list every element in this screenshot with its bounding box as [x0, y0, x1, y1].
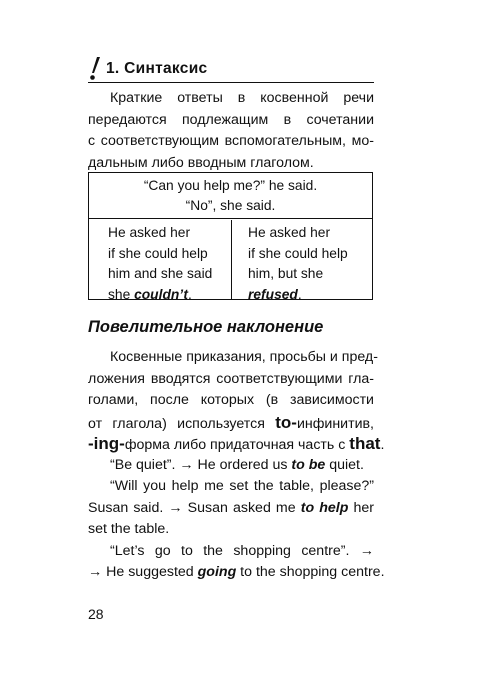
left-line: if she could help [108, 245, 208, 261]
text-fragment: Susan said. → Susan asked me [88, 499, 301, 516]
section-line: Косвенные приказания, просьбы и пред- [110, 349, 378, 365]
right-emphasis: refused [248, 286, 298, 302]
chapter-header [88, 58, 374, 83]
example-direct-speech [89, 173, 372, 219]
left-emphasis: couldn’t [134, 286, 188, 302]
intro-line: передаются подлежащим в сочетании [88, 111, 374, 128]
text-fragment: от глагола) используется [88, 415, 276, 432]
right-line: He asked her [248, 225, 331, 240]
example-right-column [232, 220, 373, 300]
right-line: him, but she [248, 266, 324, 281]
right-last-suffix: . [297, 286, 302, 302]
right-line: if she could help [248, 245, 348, 261]
text-fragment: quiet. [325, 456, 364, 473]
section-paragraph [88, 347, 385, 584]
text-fragment: инфинитив, [296, 415, 374, 432]
example-emphasis: to be [291, 456, 326, 473]
that-marker: that [349, 434, 381, 453]
text-fragment: . [380, 437, 385, 453]
left-line: He asked her [108, 225, 191, 240]
text-fragment: → He suggested [88, 564, 198, 580]
intro-line: Краткие ответы в косвенной речи [110, 90, 374, 106]
intro-paragraph [88, 88, 374, 174]
text-fragment: to the shopping centre. [236, 564, 385, 580]
example-1 [88, 455, 374, 477]
right-last-line [248, 285, 373, 306]
exclamation-icon [88, 56, 102, 82]
section-line [88, 433, 385, 455]
example-2-line: set the table. [88, 521, 170, 537]
example-left-column [89, 220, 232, 300]
chapter-title: 1. Синтаксис [106, 60, 208, 77]
page-number: 28 [88, 606, 104, 622]
example-emphasis: to help [300, 499, 349, 516]
text-fragment: “Be quiet”. → He ordered us [110, 456, 292, 473]
direct-speech-line: “No”, she said. [185, 198, 276, 213]
direct-speech-line: “Can you help me?” he said. [143, 178, 318, 193]
section-line [88, 412, 374, 434]
section-line: голами, после которых (в зависимости [88, 392, 374, 408]
intro-line: с соответствующим вспомогательным, мо- [88, 133, 374, 149]
example-emphasis: going [197, 564, 237, 580]
left-last-prefix: she [108, 286, 135, 302]
left-last-line [108, 285, 231, 306]
text-fragment: her [348, 499, 374, 516]
example-2-line [88, 498, 374, 520]
example-3-line [88, 562, 385, 584]
intro-line: дальным либо вводным глаголом. [88, 154, 314, 171]
section-title: Повелительное наклонение [88, 318, 324, 336]
section-line: ложения вводятся соответствующими гла- [88, 370, 374, 387]
ing-form-marker: -ing- [88, 434, 125, 453]
left-last-suffix: . [187, 286, 192, 302]
to-infinitive-marker: to- [275, 412, 297, 432]
example-2-line: “Will you help me set the table, please?” [110, 478, 374, 494]
example-3-line: “Let’s go to the shopping centre”. → [110, 542, 374, 559]
example-box [88, 172, 373, 300]
left-line: him and she said [108, 266, 213, 281]
text-fragment: форма либо придаточная часть с [124, 437, 350, 453]
